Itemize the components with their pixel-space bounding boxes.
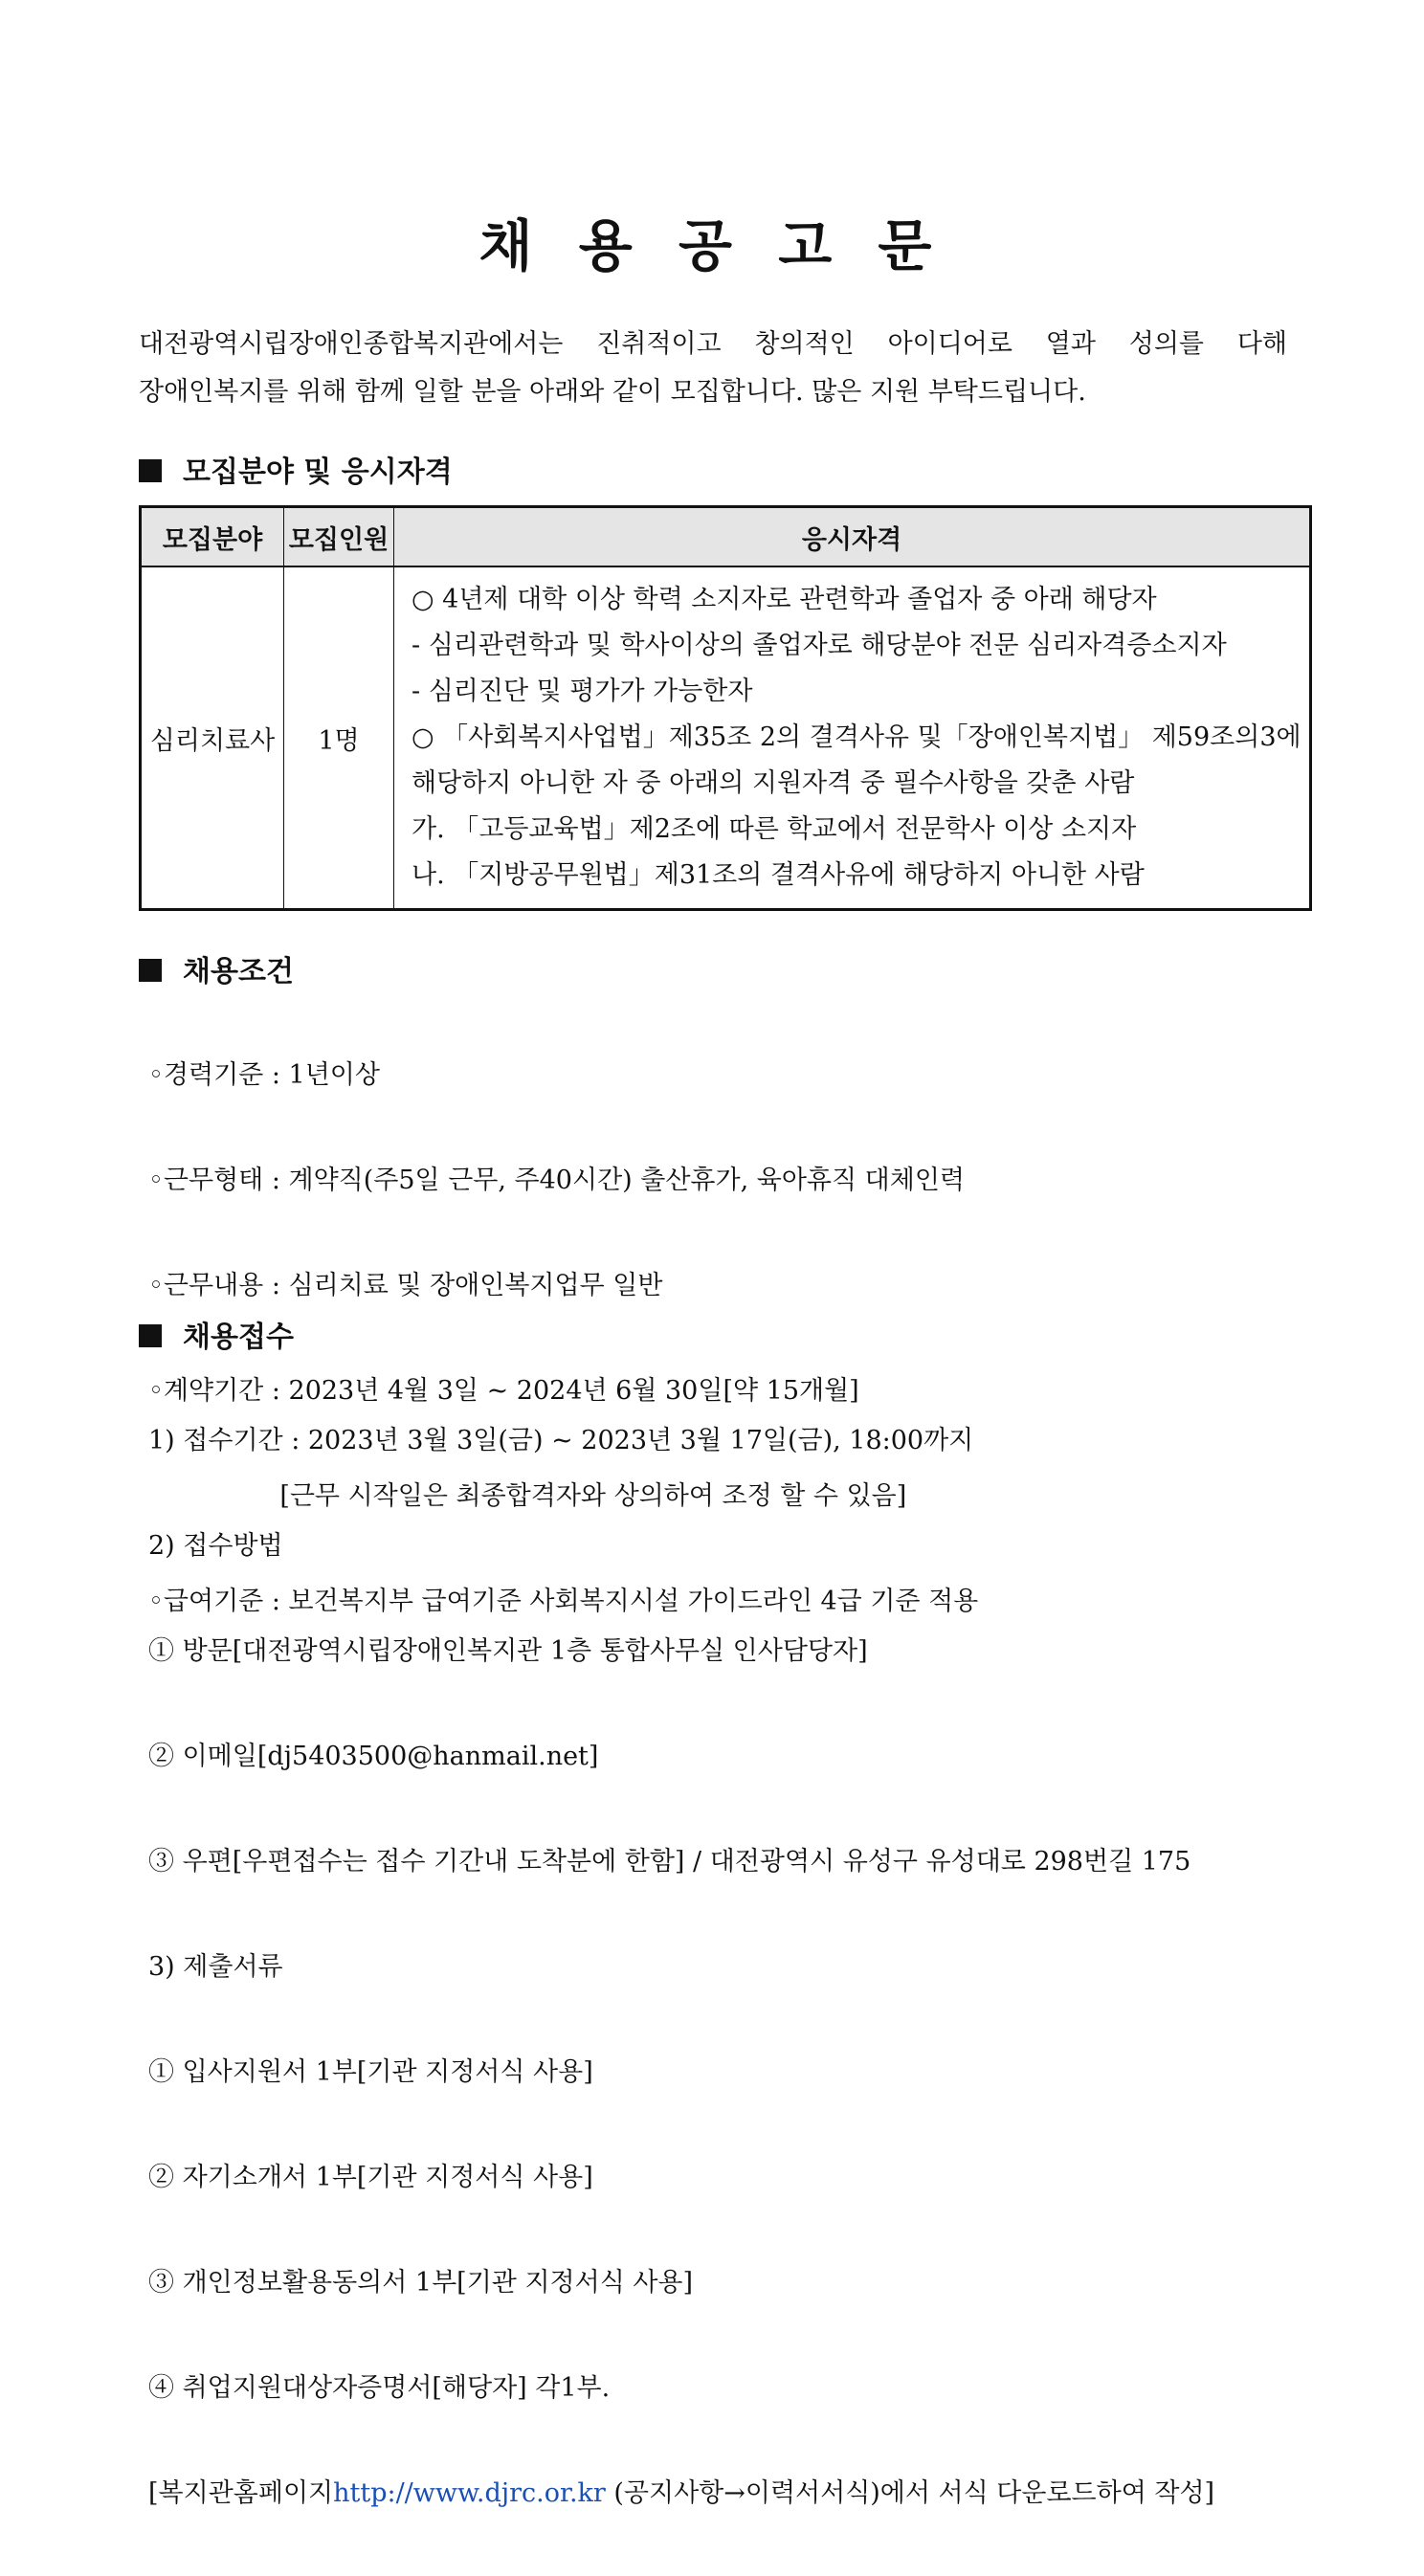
list-item: [근무 시작일은 최종합격자와 상의하여 조정 할 수 있음] [148,1481,907,1511]
section-heading-conditions: 채용조건 [139,947,294,989]
square-bullet-icon [139,959,162,982]
homepage-link[interactable]: http://www.djrc.or.kr [333,2478,606,2508]
qualification-line: 가. 「고등교육법」제2조에 따른 학교에서 전문학사 이상 소지자 [412,814,1137,844]
list-item: 1) 접수기간 : 2023년 3월 3일(금) ~ 2023년 3월 17일(금), 18:00까지 [148,1426,974,1455]
cell-field: 심리치료사 [141,566,284,910]
list-item: 2) 접수방법 [148,1531,283,1561]
list-item: ② 이메일[dj5403500@hanmail.net] [148,1742,599,1771]
qualification-line: 나. 「지방공무원법」제31조의 결격사유에 해당하지 아니한 사람 [412,860,1145,890]
list-item: ◦근무내용 : 심리치료 및 장애인복지업무 일반 [148,1271,663,1300]
square-bullet-icon [139,459,162,482]
intro-paragraph [139,321,1287,416]
section-heading-recruitment: 모집분야 및 응시자격 [139,448,453,490]
column-header-count: 모집인원 [284,507,394,567]
table-row [141,566,1311,910]
list-item: ② 자기소개서 1부[기관 지정서식 사용] [148,2163,593,2192]
recruitment-table [139,505,1312,911]
table-header-row [141,507,1311,567]
intro-line-1: 대전광역시립장애인종합복지관에서는 진취적이고 창의적인 아이디어로 열과 성의를 다해 [139,329,1287,359]
list-item: ◦계약기간 : 2023년 4월 3일 ~ 2024년 6월 30일[약 15개월] [148,1376,859,1406]
list-item: ◦급여기준 : 보건복지부 급여기준 사회복지시설 가이드라인 4급 기준 적용 [148,1587,979,1616]
column-header-field: 모집분야 [141,507,284,567]
application-list [148,1359,1214,2576]
qualification-line: - 심리진단 및 평가가 가능한자 [412,677,753,706]
list-item: ① 입사지원서 1부[기관 지정서식 사용] [148,2057,593,2087]
square-bullet-icon [139,1324,162,1347]
homepage-note-suffix: (공지사항→이력서서식)에서 서식 다운로드하여 작성] [605,2478,1215,2508]
list-item: ◦경력기준 : 1년이상 [148,1060,380,1090]
section-heading-application: 채용접수 [139,1313,294,1355]
list-item: ◦근무형태 : 계약직(주5일 근무, 주40시간) 출산휴가, 육아휴직 대체인력 [148,1166,965,1195]
page-title: 채 용 공 고 문 [478,213,946,278]
homepage-note [148,2471,1214,2517]
qualification-line: ○ 4년제 대학 이상 학력 소지자로 관련학과 졸업자 중 아래 해당자 [412,585,1157,614]
cell-count: 1명 [284,566,394,910]
list-item: ③ 우편[우편접수는 접수 기간내 도착분에 한함] / 대전광역시 유성구 유성대로 298번길 175 [148,1847,1191,1876]
list-item: ④ 취업지원대상자증명서[해당자] 각1부. [148,2373,611,2403]
list-item: ③ 개인정보활용동의서 1부[기관 지정서식 사용] [148,2268,694,2298]
column-header-qualification: 응시자격 [394,507,1311,567]
list-item: ① 방문[대전광역시립장애인복지관 1층 통합사무실 인사담당자] [148,1636,868,1666]
list-item: 3) 제출서류 [148,1952,283,1982]
qualification-line: ○ 「사회복지사업법」제35조 2의 결격사유 및「장애인복지법」 제59조의3에 [412,722,1302,752]
cell-qualifications [394,566,1311,910]
qualification-line: - 심리관련학과 및 학사이상의 졸업자로 해당분야 전문 심리자격증소지자 [412,631,1227,660]
intro-line-2: 장애인복지를 위해 함께 일할 분을 아래와 같이 모집합니다. 많은 지원 부탁드립니다. [139,377,1086,407]
qualification-line: 해당하지 아니한 자 중 아래의 지원자격 중 필수사항을 갖춘 사람 [412,768,1135,798]
homepage-note-prefix: [복지관홈페이지 [148,2478,334,2508]
